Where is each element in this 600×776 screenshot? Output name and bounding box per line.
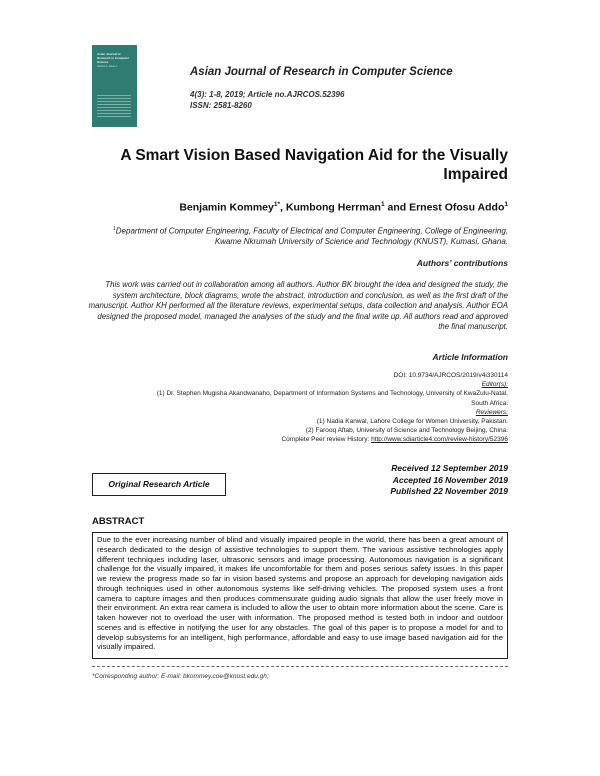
author-separator: and — [384, 201, 410, 214]
journal-issue: 4(3): 1-8, 2019; Article no.AJRCOS.52396 — [190, 90, 345, 99]
review-history-link[interactable]: http://www.sdiarticle4.com/review-history/52396 — [371, 436, 508, 444]
journal-name: Asian Journal of Research in Computer Science — [190, 66, 453, 78]
author-affiliation-mark: 1 — [504, 201, 508, 208]
cover-subtitle: Volume 4, Issue 3 — [97, 65, 117, 68]
cover-decoration — [97, 95, 131, 117]
cover-title: Asian Journal of Research in Computer Science — [97, 52, 130, 64]
reviewers-label: Reviewers: — [475, 408, 508, 416]
doi-text: DOI: 10.9734/AJRCOS/2019/v4i330114 — [393, 372, 508, 379]
author-name: Benjamin Kommey — [179, 201, 274, 214]
journal-cover-image — [92, 45, 137, 127]
accepted-date: Accepted 16 November 2019 — [392, 474, 508, 485]
footnote-divider — [92, 666, 508, 667]
received-date: Received 12 September 2019 — [391, 463, 508, 473]
author-affiliation-mark: 1* — [273, 201, 281, 208]
reviewer-entry: (1) Nadia Kanwal, Lahore College for Women University, Pakistan. — [316, 418, 508, 426]
publication-dates — [390, 463, 508, 498]
contributions-text: This work was carried out in collaboration among all authors. Author BK brought the idea and designed the study, the system architecture, block diagrams, wrote the abstract, introduction and conclusion, as well as the first draft of the manuscript. Author KH performed all the literature reviews, experimental setups, data collection and analysis. Author EOA designed the proposed model, managed the analyses of the study and the final write up. All authors read and approved the final manuscript. — [88, 280, 508, 331]
author-separator: , — [280, 201, 286, 214]
review-history-label: Complete Peer review History: — [281, 436, 372, 444]
contributions-heading: Authors’ contributions — [416, 258, 508, 268]
paper-title: A Smart Vision Based Navigation Aid for the Visually Impaired — [120, 147, 508, 183]
affiliation-mark: 1 — [113, 226, 116, 232]
author-affiliation — [88, 224, 508, 248]
author-name: Kumbong Herrman — [285, 201, 381, 214]
author-list — [179, 201, 508, 214]
corresponding-author-footnote: *Corresponding author: E-mail: bkommey.coe@knust.edu.gh; — [92, 673, 269, 680]
editor-entry-continued: South Africa. — [471, 399, 508, 407]
author-affiliation-mark: 1 — [380, 201, 385, 208]
abstract-text: Due to the ever increasing number of blind and visually impaired people in the world, there has been a great amount of research dedicated to the design of assistive technologies to support them. The various assistive technologies apply different techniques including laser, ultrasonic sensors and image processing. Autonomous navigation is a significant challenge for the visually impaired, it makes life uncomfortable for them and poses serious safety issues. In this paper we review the progress made so far in vision based systems and propose an approach for developing navigation aids through techniques used in other autonomous systems like self-driving vehicles. The proposed system uses a front camera to capture images and then produces commensurate guiding audio signals that allow the user freely move in their environment. An extra rear camera is included to allow the user to obtain more information about the scene. Care is taken however not to overload the user with information. The proposed method is tested both in indoor and outdoor scenes and is effective in notifying the user for any obstacles. The goal of this paper is to propose a model for and to develop subsystems for an intelligent, high performance, affordable and easy to use image based navigation aid for the visually impaired. — [97, 535, 503, 652]
article-type-box: Original Research Article — [92, 473, 226, 496]
author-name: Ernest Ofosu Addo — [409, 201, 505, 214]
abstract-box — [92, 532, 508, 659]
article-info-heading: Article Information — [432, 352, 508, 362]
reviewer-entry: (2) Farooq Aftab, University of Science and Technology Beijing, China. — [305, 427, 508, 435]
editor-entry: (1) Dr. Stephen Mugisha Akandwanaho, Department of Information Systems and Technology, University of KwaZulu-Natal, — [156, 390, 508, 398]
journal-issn: ISSN: 2581-8260 — [190, 101, 252, 110]
editors-label: Editor(s): — [481, 381, 508, 389]
abstract-heading: ABSTRACT — [92, 516, 145, 527]
published-date: Published 22 November 2019 — [390, 486, 508, 496]
affiliation-text: Department of Computer Engineering, Faculty of Electrical and Computer Engineering, College of Engineering, Kwame Nkrumah University of Science and Technology (KNUST), Kumasi, Ghana. — [115, 226, 508, 247]
article-info-block — [78, 371, 508, 445]
